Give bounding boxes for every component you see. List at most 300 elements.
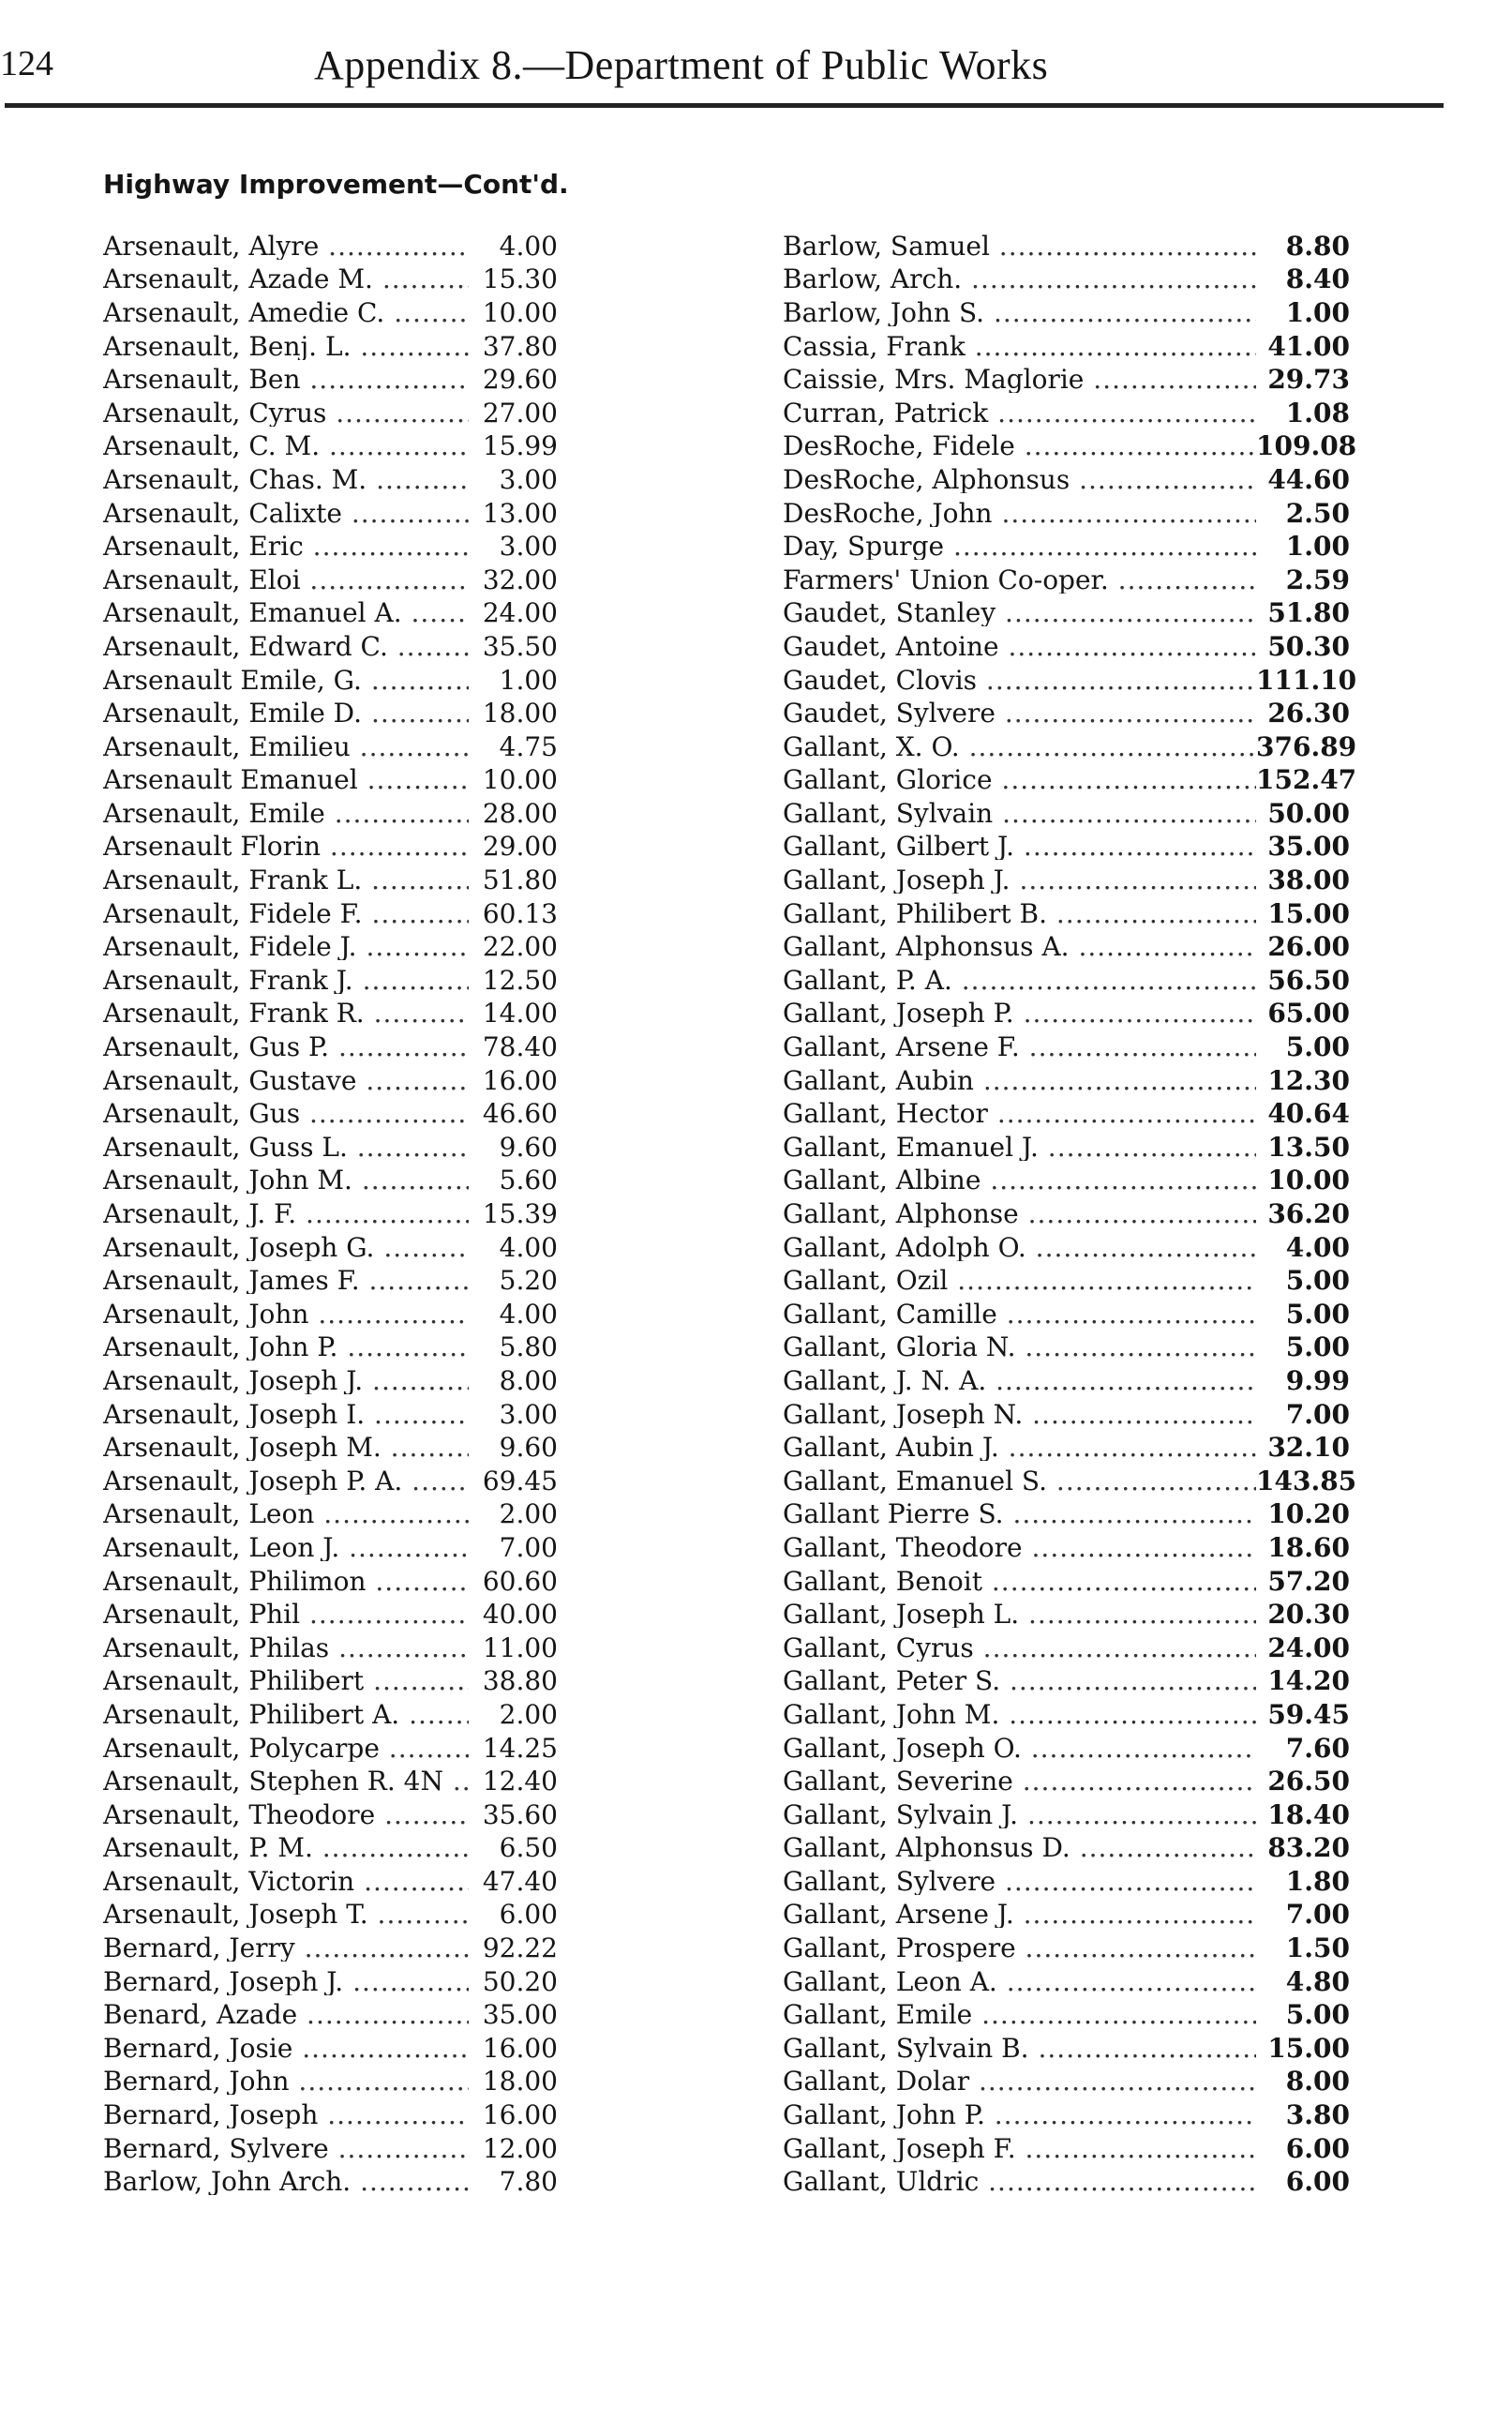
payment-amount: 18.60: [1267, 1531, 1350, 1563]
ledger-row: [103, 2032, 558, 2066]
payment-amount: 15.00: [1267, 2032, 1350, 2064]
payment-amount: 5.00: [1285, 1331, 1350, 1363]
payee-name: Arsenault, Gus .....: [103, 1101, 469, 1127]
payee-name: Gallant, Cyrus .....: [783, 1635, 1256, 1662]
ledger-row: [783, 330, 1350, 364]
payment-amount: 16.00: [482, 1064, 558, 1096]
payee-name: Gallant, Benoit .....: [783, 1569, 1256, 1595]
payee-name: Arsenault, Leon .....: [103, 1501, 469, 1527]
payment-amount: 13.50: [1267, 1131, 1350, 1163]
payee-name: Gallant, Leon A. .....: [783, 1969, 1256, 1995]
payment-amount: 10.00: [1267, 1165, 1350, 1196]
payee-name: Arsenault, Gustave .....: [103, 1068, 469, 1094]
ledger-row: [103, 1899, 558, 1932]
ledger-row: [103, 1298, 558, 1331]
payee-name: Arsenault, Joseph M. .....: [103, 1435, 469, 1461]
ledger-row: [783, 1998, 1350, 2032]
ledger-row: [783, 764, 1357, 798]
payee-name: Arsenault, Frank L. .....: [103, 867, 469, 894]
payee-name: Arsenault, Emilieu .....: [103, 734, 469, 760]
payment-amount: 59.45: [1267, 1698, 1350, 1730]
ledger-row: [103, 1965, 558, 1999]
payee-name: Gallant, Alphonsus A. .....: [783, 934, 1256, 960]
payment-amount: 69.45: [482, 1465, 558, 1496]
payment-amount: 1.00: [499, 664, 558, 696]
payee-name: Arsenault, Phil .....: [103, 1601, 469, 1628]
ledger-row: [783, 1331, 1350, 1365]
payee-name: Arsenault, Philas .....: [103, 1635, 469, 1662]
payment-amount: 3.00: [499, 1398, 558, 1430]
payment-amount: 40.64: [1267, 1098, 1350, 1130]
payment-amount: 18.00: [482, 698, 558, 729]
payee-name: Gaudet, Sylvere .....: [783, 700, 1256, 727]
payment-amount: 376.89: [1256, 730, 1357, 762]
ledger-row: [103, 497, 558, 531]
ledger-row: [783, 897, 1350, 931]
payment-amount: 8.40: [1285, 263, 1350, 295]
payment-amount: 2.50: [1285, 497, 1350, 529]
payee-name: DesRoche, Fidele .....: [783, 433, 1256, 459]
payee-name: Gallant, X. O. .....: [783, 734, 1256, 760]
payment-amount: 8.00: [1285, 2066, 1350, 2098]
ledger-row: [103, 897, 558, 931]
ledger-row: [783, 1698, 1350, 1732]
ledger-row: [783, 1030, 1350, 1064]
payee-name: Gallant, Joseph L. .....: [783, 1601, 1256, 1628]
ledger-row: [783, 263, 1350, 297]
ledger-row: [783, 2098, 1350, 2132]
ledger-row: [103, 1131, 558, 1165]
payee-name: Bernard, Joseph .....: [103, 2102, 469, 2128]
ledger-row: [103, 831, 558, 865]
payment-amount: 4.00: [499, 1298, 558, 1330]
ledger-row: [783, 864, 1350, 897]
payee-name: Barlow, John S. .....: [783, 300, 1256, 326]
payment-amount: 35.00: [1267, 831, 1350, 863]
right-column: [783, 230, 1357, 2199]
payment-amount: 22.00: [482, 931, 558, 963]
ledger-row: [103, 1364, 558, 1398]
ledger-row: [783, 2165, 1350, 2199]
ledger-row: [783, 1965, 1350, 1999]
payment-amount: 4.00: [1285, 1231, 1350, 1263]
payment-amount: 5.60: [499, 1165, 558, 1196]
payment-amount: 51.80: [1267, 597, 1350, 629]
payee-name: Gallant, Glorice .....: [783, 767, 1256, 793]
payee-name: Barlow, Arch. .....: [783, 266, 1256, 293]
payee-name: Farmers' Union Co-oper. .....: [783, 567, 1256, 594]
payment-amount: 24.00: [482, 597, 558, 629]
ledger-row: [103, 1465, 558, 1498]
payment-amount: 16.00: [482, 2032, 558, 2064]
payee-name: Arsenault, C. M. .....: [103, 433, 469, 459]
payment-amount: 10.20: [1267, 1498, 1350, 1530]
ledger-row: [783, 363, 1350, 397]
payment-amount: 7.60: [1285, 1732, 1350, 1764]
payee-name: Gallant, Ozil .....: [783, 1268, 1256, 1294]
payment-amount: 27.00: [482, 397, 558, 429]
payee-name: Gallant, Joseph O. .....: [783, 1736, 1256, 1762]
ledger-row: [783, 964, 1350, 998]
ledger-row: [783, 998, 1350, 1031]
payment-amount: 56.50: [1267, 964, 1350, 996]
payment-amount: 5.00: [1285, 1031, 1350, 1063]
ledger-row: [103, 1431, 558, 1465]
payment-amount: 26.50: [1267, 1766, 1350, 1797]
payment-amount: 46.60: [482, 1098, 558, 1130]
payee-name: Gallant, Gloria N. .....: [783, 1334, 1256, 1361]
ledger-row: [783, 296, 1350, 330]
payee-name: Gallant, Alphonsus D. .....: [783, 1835, 1256, 1861]
payee-name: Arsenault, Emile D. .....: [103, 700, 469, 727]
payee-name: Arsenault, Fidele J. .....: [103, 934, 469, 960]
ledger-row: [783, 1732, 1350, 1766]
ledger-row: [783, 1298, 1350, 1331]
payee-name: Gallant, Hector .....: [783, 1101, 1256, 1127]
payment-amount: 38.00: [1267, 865, 1350, 896]
payee-name: DesRoche, John .....: [783, 501, 1256, 527]
payee-name: Gallant, Camille .....: [783, 1301, 1256, 1328]
ledger-row: [103, 363, 558, 397]
payment-amount: 26.30: [1267, 698, 1350, 729]
payee-name: Arsenault, Eloi .....: [103, 567, 469, 594]
payment-amount: 18.00: [482, 2066, 558, 2098]
payee-name: Gallant, Emanuel S. .....: [783, 1468, 1256, 1495]
ledger-row: [783, 1865, 1350, 1899]
payment-amount: 13.00: [482, 497, 558, 529]
payment-amount: 78.40: [482, 1031, 558, 1063]
payee-name: Barlow, Samuel .....: [783, 233, 1256, 260]
ledger-row: [103, 930, 558, 964]
ledger-row: [103, 1732, 558, 1766]
payment-amount: 83.20: [1267, 1832, 1350, 1864]
payee-name: Arsenault, Frank J. .....: [103, 968, 469, 994]
payment-amount: 15.39: [482, 1198, 558, 1230]
payee-name: Arsenault, Guss L. .....: [103, 1135, 469, 1161]
payee-name: Day, Spurge .....: [783, 534, 1256, 560]
ledger-row: [783, 1665, 1350, 1699]
ledger-row: [783, 397, 1350, 430]
payee-name: Gallant, Sylvain .....: [783, 801, 1256, 827]
ledger-row: [103, 1331, 558, 1365]
payment-amount: 5.20: [499, 1265, 558, 1297]
payee-name: Arsenault, Gus P. .....: [103, 1034, 469, 1060]
ledger-row: [103, 1998, 558, 2032]
payee-name: Arsenault, Alyre .....: [103, 233, 469, 260]
ledger-row: [103, 630, 558, 664]
ledger-row: [103, 397, 558, 430]
payee-name: Gallant, Joseph F. .....: [783, 2136, 1256, 2162]
ledger-row: [103, 1832, 558, 1866]
page-header: [0, 38, 1512, 94]
ledger-row: [103, 564, 558, 597]
payee-name: Gallant, Aubin .....: [783, 1068, 1256, 1094]
payment-amount: 6.00: [1285, 2166, 1350, 2198]
ledger-row: [103, 1798, 558, 1832]
ledger-row: [783, 1364, 1350, 1398]
payee-name: DesRoche, Alphonsus .....: [783, 467, 1256, 493]
payee-name: Gallant Pierre S. .....: [783, 1501, 1256, 1527]
ledger-row: [783, 1832, 1350, 1866]
payment-amount: 1.08: [1285, 397, 1350, 429]
left-column: [103, 230, 558, 2199]
payment-amount: 9.60: [499, 1131, 558, 1163]
payment-amount: 12.40: [482, 1766, 558, 1797]
ledger-row: [103, 296, 558, 330]
ledger-row: [103, 1932, 558, 1965]
payment-amount: 24.00: [1267, 1632, 1350, 1663]
ledger-row: [783, 463, 1350, 497]
payee-name: Gallant, J. N. A. .....: [783, 1368, 1256, 1394]
ledger-row: [103, 263, 558, 297]
payment-amount: 26.00: [1267, 931, 1350, 963]
ledger-row: [783, 497, 1350, 531]
ledger-row: [103, 664, 558, 698]
ledger-row: [103, 463, 558, 497]
payment-amount: 36.20: [1267, 1198, 1350, 1230]
ledger-columns: [103, 230, 1357, 2199]
payee-name: Arsenault, Chas. M. .....: [103, 467, 469, 493]
payment-amount: 6.50: [499, 1832, 558, 1864]
page-number: 124: [0, 44, 53, 83]
ledger-row: [783, 1465, 1357, 1498]
payee-name: Arsenault, Theodore .....: [103, 1802, 469, 1828]
payment-amount: 57.20: [1267, 1565, 1350, 1597]
ledger-row: [103, 530, 558, 564]
payee-name: Gaudet, Stanley .....: [783, 600, 1256, 626]
payment-amount: 9.99: [1285, 1364, 1350, 1396]
payee-name: Bernard, John .....: [103, 2068, 469, 2095]
payment-amount: 1.00: [1285, 296, 1350, 328]
payment-amount: 20.30: [1267, 1599, 1350, 1631]
payee-name: Gallant, Aubin J. .....: [783, 1435, 1256, 1461]
ledger-row: [783, 1064, 1350, 1098]
ledger-row: [783, 1264, 1350, 1298]
ledger-row: [103, 998, 558, 1031]
payment-amount: 29.73: [1267, 364, 1350, 396]
payee-name: Arsenault, Eric .....: [103, 534, 469, 560]
payee-name: Arsenault Emile, G. .....: [103, 668, 469, 694]
ledger-row: [783, 664, 1357, 698]
payment-amount: 12.30: [1267, 1064, 1350, 1096]
ledger-row: [783, 1165, 1350, 1198]
payment-amount: 2.00: [499, 1698, 558, 1730]
payee-name: Gallant, Albine .....: [783, 1167, 1256, 1194]
payee-name: Arsenault, Joseph P. A. .....: [103, 1468, 469, 1495]
ledger-row: [783, 1431, 1350, 1465]
ledger-row: [783, 1398, 1350, 1432]
ledger-row: [783, 630, 1350, 664]
payment-amount: 1.50: [1285, 1932, 1350, 1964]
payee-name: Arsenault, Edward C. .....: [103, 634, 469, 660]
payee-name: Gallant, Philibert B. .....: [783, 901, 1256, 927]
page-title: Appendix 8.—Department of Public Works: [314, 42, 1049, 88]
payment-amount: 51.80: [482, 865, 558, 896]
ledger-row: [103, 1197, 558, 1231]
payee-name: Arsenault, Joseph J. .....: [103, 1368, 469, 1394]
payee-name: Gaudet, Clovis .....: [783, 668, 1256, 694]
ledger-row: [783, 1197, 1350, 1231]
payment-amount: 15.30: [482, 263, 558, 295]
payee-name: Gallant, Joseph J. .....: [783, 867, 1256, 894]
ledger-row: [103, 2132, 558, 2166]
payee-name: Arsenault, Cyrus .....: [103, 400, 469, 427]
ledger-row: [103, 1064, 558, 1098]
ledger-row: [783, 1131, 1350, 1165]
payment-amount: 11.00: [482, 1632, 558, 1663]
ledger-row: [103, 1865, 558, 1899]
ledger-row: [783, 1565, 1350, 1599]
payee-name: Gallant, Joseph N. .....: [783, 1402, 1256, 1428]
ledger-row: [783, 697, 1350, 730]
payee-name: Arsenault, Benj. L. .....: [103, 334, 469, 360]
payee-name: Bernard, Sylvere .....: [103, 2136, 469, 2162]
payee-name: Arsenault, James F. .....: [103, 1268, 469, 1294]
payment-amount: 7.00: [1285, 1398, 1350, 1430]
payee-name: Arsenault, Philibert .....: [103, 1668, 469, 1694]
payee-name: Arsenault, John M. .....: [103, 1167, 469, 1194]
ledger-row: [103, 1531, 558, 1565]
payment-amount: 7.00: [1285, 1899, 1350, 1931]
ledger-row: [783, 2132, 1350, 2166]
payee-name: Arsenault, Stephen R. 4N .....: [103, 1768, 469, 1795]
ledger-row: [783, 797, 1350, 831]
payee-name: Arsenault, Joseph I. .....: [103, 1402, 469, 1428]
payment-amount: 6.00: [1285, 2132, 1350, 2164]
ledger-row: [783, 730, 1357, 764]
ledger-row: [103, 1598, 558, 1632]
payment-amount: 2.59: [1285, 564, 1350, 595]
payment-amount: 35.50: [482, 630, 558, 662]
ledger-row: [103, 597, 558, 631]
ledger-row: [103, 1632, 558, 1665]
ledger-row: [103, 230, 558, 263]
payee-name: Arsenault, Philibert A. .....: [103, 1702, 469, 1728]
payee-name: Bernard, Josie .....: [103, 2036, 469, 2062]
ledger-row: [103, 1097, 558, 1131]
ledger-row: [103, 1565, 558, 1599]
ledger-row: [783, 831, 1350, 865]
payment-amount: 2.00: [499, 1498, 558, 1530]
payment-amount: 5.00: [1285, 1265, 1350, 1297]
payee-name: Gallant, Severine .....: [783, 1768, 1256, 1795]
payee-name: Caissie, Mrs. Maglorie .....: [783, 367, 1256, 393]
ledger-row: [783, 1765, 1350, 1798]
payment-amount: 1.00: [1285, 531, 1350, 563]
payment-amount: 14.25: [482, 1732, 558, 1764]
ledger-row: [103, 1398, 558, 1432]
payee-name: Arsenault, Azade M. .....: [103, 266, 469, 293]
ledger-row: [103, 1665, 558, 1699]
ledger-row: [103, 697, 558, 730]
payment-amount: 5.00: [1285, 1298, 1350, 1330]
payment-amount: 29.60: [482, 364, 558, 396]
ledger-row: [783, 1899, 1350, 1932]
payee-name: Gallant, Alphonse .....: [783, 1201, 1256, 1227]
payment-amount: 18.40: [1267, 1798, 1350, 1830]
payee-name: Gallant, Sylvain J. .....: [783, 1802, 1256, 1828]
payee-name: Gallant, John P. .....: [783, 2102, 1256, 2128]
ledger-row: [103, 864, 558, 897]
ledger-row: [103, 797, 558, 831]
payment-amount: 28.00: [482, 797, 558, 829]
payment-amount: 41.00: [1267, 330, 1350, 362]
payment-amount: 152.47: [1256, 764, 1357, 796]
payment-amount: 47.40: [482, 1865, 558, 1897]
payment-amount: 6.00: [499, 1899, 558, 1931]
ledger-row: [783, 530, 1350, 564]
payment-amount: 29.00: [482, 831, 558, 863]
payee-name: Arsenault, Joseph T. .....: [103, 1902, 469, 1928]
payee-name: Arsenault, Leon J. .....: [103, 1535, 469, 1561]
payment-amount: 8.00: [499, 1364, 558, 1396]
payee-name: Bernard, Jerry .....: [103, 1935, 469, 1962]
ledger-row: [103, 2165, 558, 2199]
payee-name: Benard, Azade .....: [103, 2002, 469, 2028]
payment-amount: 50.00: [1267, 797, 1350, 829]
payee-name: Cassia, Frank .....: [783, 334, 1256, 360]
payee-name: Curran, Patrick .....: [783, 400, 1256, 427]
payment-amount: 15.00: [1267, 897, 1350, 929]
payment-amount: 12.50: [482, 964, 558, 996]
ledger-row: [783, 1498, 1350, 1532]
payee-name: Gallant, Dolar .....: [783, 2068, 1256, 2095]
payee-name: Gallant, Peter S. .....: [783, 1668, 1256, 1694]
ledger-row: [783, 1531, 1350, 1565]
payee-name: Arsenault, Victorin .....: [103, 1869, 469, 1895]
payment-amount: 10.00: [482, 296, 558, 328]
ledger-row: [783, 1798, 1350, 1832]
payee-name: Arsenault Florin .....: [103, 834, 469, 860]
payee-name: Arsenault Emanuel .....: [103, 767, 469, 793]
ledger-row: [103, 330, 558, 364]
payment-amount: 8.80: [1285, 230, 1350, 262]
payee-name: Barlow, John Arch. .....: [103, 2169, 469, 2195]
payment-amount: 14.00: [482, 998, 558, 1030]
payee-name: Gallant, Theodore .....: [783, 1535, 1256, 1561]
payee-name: Gallant, John M. .....: [783, 1702, 1256, 1728]
payment-amount: 14.20: [1267, 1665, 1350, 1697]
payment-amount: 40.00: [482, 1599, 558, 1631]
payee-name: Arsenault, John .....: [103, 1301, 469, 1328]
payment-amount: 4.75: [499, 730, 558, 762]
payment-amount: 10.00: [482, 764, 558, 796]
payment-amount: 65.00: [1267, 998, 1350, 1030]
payee-name: Arsenault, P. M. .....: [103, 1835, 469, 1861]
payment-amount: 1.80: [1285, 1865, 1350, 1897]
payee-name: Gallant, Emanuel J. .....: [783, 1135, 1256, 1161]
payee-name: Gallant, Gilbert J. .....: [783, 834, 1256, 860]
ledger-row: [103, 1030, 558, 1064]
payment-amount: 35.00: [482, 1999, 558, 2031]
payment-amount: 4.00: [499, 230, 558, 262]
payee-name: Gallant, Arsene J. .....: [783, 1902, 1256, 1928]
ledger-row: [783, 930, 1350, 964]
ledger-row: [783, 1097, 1350, 1131]
payment-amount: 50.30: [1267, 630, 1350, 662]
payee-name: Arsenault, Polycarpe .....: [103, 1736, 469, 1762]
payment-amount: 92.22: [482, 1932, 558, 1964]
payment-amount: 7.80: [499, 2166, 558, 2198]
ledger-row: [103, 1264, 558, 1298]
ledger-row: [783, 430, 1357, 464]
payee-name: Gallant, Sylvain B. .....: [783, 2036, 1256, 2062]
ledger-row: [783, 2032, 1350, 2066]
payment-amount: 44.60: [1267, 463, 1350, 495]
payment-amount: 5.80: [499, 1331, 558, 1363]
ledger-row: [103, 2066, 558, 2099]
ledger-row: [783, 597, 1350, 631]
